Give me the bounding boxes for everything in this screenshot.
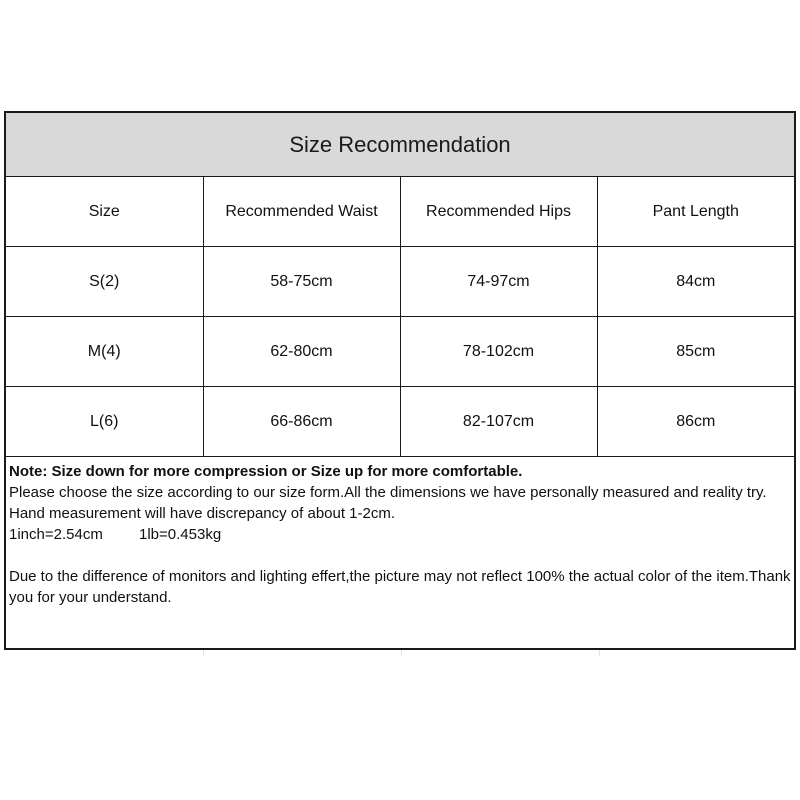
table-row [6, 387, 794, 457]
divider [401, 650, 402, 656]
notes-section [6, 457, 794, 608]
unit-conversions [9, 524, 791, 545]
size-cell: L(6) [6, 387, 203, 457]
length-cell: 84cm [597, 247, 794, 317]
hips-cell: 82-107cm [400, 387, 597, 457]
table-header-row [6, 177, 794, 247]
column-header-size: Size [6, 177, 203, 247]
note-line: Note: Size down for more compression or Size up for more comfortable. [9, 463, 523, 480]
inch-conversion: 1inch=2.54cm [9, 526, 103, 543]
note-measure-line: Please choose the size according to our size form.All the dimensions we have personally measured and reality try. [9, 484, 767, 501]
table-row [6, 247, 794, 317]
column-header-waist: Recommended Waist [203, 177, 400, 247]
length-cell: 86cm [597, 387, 794, 457]
size-cell: M(4) [6, 317, 203, 387]
waist-cell: 58-75cm [203, 247, 400, 317]
waist-cell: 66-86cm [203, 387, 400, 457]
chart-title: Size Recommendation [6, 113, 794, 177]
column-header-hips: Recommended Hips [400, 177, 597, 247]
hips-cell: 78-102cm [400, 317, 597, 387]
waist-cell: 62-80cm [203, 317, 400, 387]
divider [203, 650, 204, 656]
notes-spacer [9, 545, 791, 566]
table-row [6, 317, 794, 387]
size-cell: S(2) [6, 247, 203, 317]
note-discrepancy-line: Hand measurement will have discrepancy of about 1-2cm. [9, 505, 396, 522]
size-table [6, 177, 794, 457]
size-chart [4, 111, 796, 650]
lb-conversion: 1lb=0.453kg [139, 526, 222, 543]
length-cell: 85cm [597, 317, 794, 387]
hips-cell: 74-97cm [400, 247, 597, 317]
column-header-length: Pant Length [597, 177, 794, 247]
note-color-line: Due to the difference of monitors and lighting effert,the picture may not reflect 100% the actual color of the item.Thank you for your understand. [9, 568, 791, 606]
divider [599, 650, 600, 656]
